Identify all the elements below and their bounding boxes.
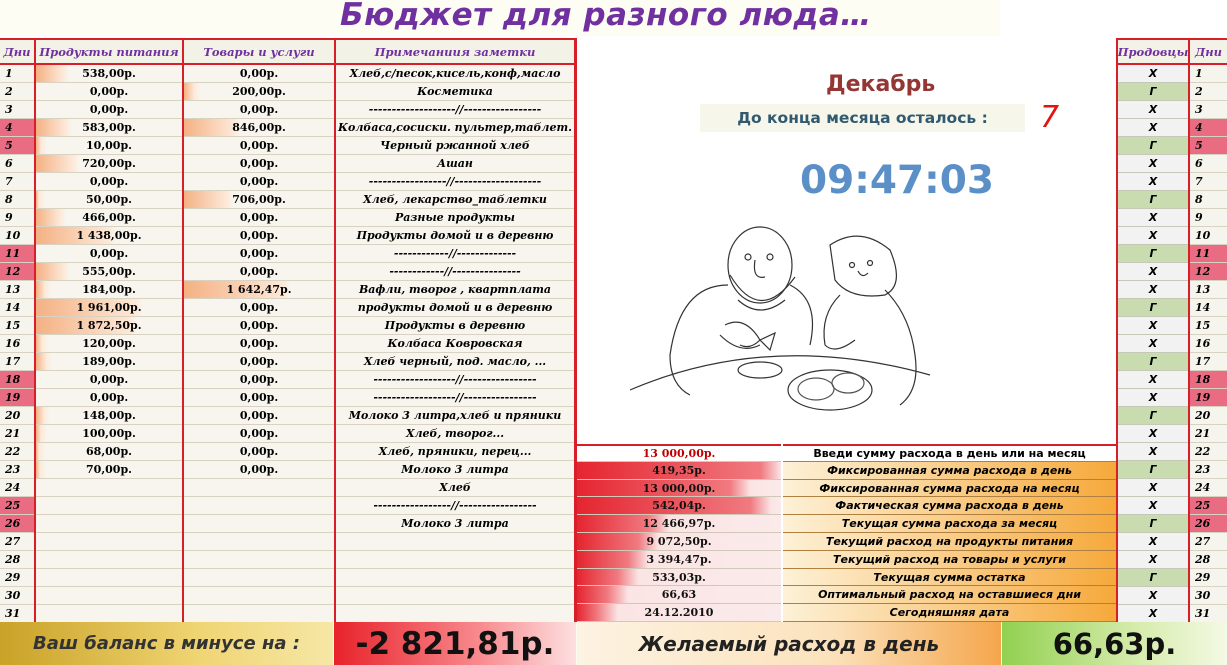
day-number-right: 1 (1190, 65, 1227, 83)
note-cell[interactable]: -------------------//----------------- (336, 101, 574, 119)
note-cell[interactable]: Продукты домой и в деревню (336, 227, 574, 245)
goods-cell[interactable] (184, 551, 334, 569)
note-cell[interactable] (336, 551, 574, 569)
goods-cell[interactable]: 200,00р. (184, 83, 334, 101)
food-cell[interactable]: 0,00р. (36, 83, 182, 101)
food-cell[interactable]: 0,00р. (36, 245, 182, 263)
food-cell[interactable]: 0,00р. (36, 389, 182, 407)
day-number: 12 (0, 263, 34, 281)
day-number-right: 3 (1190, 101, 1227, 119)
shop-cell[interactable]: Х (1118, 335, 1188, 353)
summary-value: 13 000,00р. (577, 480, 781, 497)
summary-label: Фиксированная сумма расхода на месяц (783, 480, 1116, 497)
shop-cell[interactable]: Х (1118, 605, 1188, 623)
summary-value: 24.12.2010 (577, 604, 781, 622)
header-days: Дни (0, 38, 34, 65)
day-number: 23 (0, 461, 34, 479)
day-number-right: 5 (1190, 137, 1227, 155)
day-number-right: 19 (1190, 389, 1227, 407)
shop-cell[interactable]: Х (1118, 425, 1188, 443)
goods-cell[interactable]: 0,00р. (184, 371, 334, 389)
summary-label: Текущий расход на продукты питания (783, 533, 1116, 551)
day-number: 26 (0, 515, 34, 533)
food-cell[interactable]: 466,00р. (36, 209, 182, 227)
day-number-right: 21 (1190, 425, 1227, 443)
note-cell[interactable]: Продукты в деревню (336, 317, 574, 335)
note-cell[interactable]: Хлеб (336, 479, 574, 497)
day-number-right: 9 (1190, 209, 1227, 227)
goods-cell[interactable]: 0,00р. (184, 299, 334, 317)
summary-value[interactable]: 13 000,00р. (577, 444, 781, 462)
goods-cell[interactable]: 0,00р. (184, 317, 334, 335)
goods-cell[interactable]: 1 642,47р. (184, 281, 334, 299)
shop-cell[interactable]: Г (1118, 353, 1188, 371)
day-number: 11 (0, 245, 34, 263)
food-cell[interactable]: 538,00р. (36, 65, 182, 83)
shop-cell[interactable]: Г (1118, 137, 1188, 155)
food-cell[interactable] (36, 551, 182, 569)
day-number-right: 20 (1190, 407, 1227, 425)
clock: 09:47:03 (800, 158, 995, 203)
goods-cell[interactable]: 0,00р. (184, 227, 334, 245)
day-number-right: 25 (1190, 497, 1227, 515)
food-cell[interactable]: 0,00р. (36, 173, 182, 191)
day-number-right: 31 (1190, 605, 1227, 623)
shop-cell[interactable]: Х (1118, 497, 1188, 515)
day-number-right: 24 (1190, 479, 1227, 497)
goods-cell[interactable]: 0,00р. (184, 137, 334, 155)
day-number: 7 (0, 173, 34, 191)
shop-cell[interactable]: Х (1118, 173, 1188, 191)
food-cell[interactable]: 184,00р. (36, 281, 182, 299)
shop-cell[interactable]: Г (1118, 407, 1188, 425)
balance-label: Ваш баланс в минусе на : (0, 622, 333, 665)
header-shops: Продовцы (1118, 38, 1188, 65)
day-number: 1 (0, 65, 34, 83)
shop-cell[interactable]: Х (1118, 209, 1188, 227)
header-food: Продукты питания (36, 38, 182, 65)
day-number: 13 (0, 281, 34, 299)
day-number-right: 30 (1190, 587, 1227, 605)
note-cell[interactable] (336, 587, 574, 605)
goods-cell[interactable] (184, 587, 334, 605)
goods-cell[interactable]: 0,00р. (184, 101, 334, 119)
note-cell[interactable]: Хлеб, творог... (336, 425, 574, 443)
day-number-right: 27 (1190, 533, 1227, 551)
day-number: 14 (0, 299, 34, 317)
day-number: 28 (0, 551, 34, 569)
goods-cell[interactable]: 0,00р. (184, 461, 334, 479)
note-cell[interactable]: Косметика (336, 83, 574, 101)
food-cell[interactable] (36, 605, 182, 623)
goods-cell[interactable] (184, 569, 334, 587)
food-cell[interactable]: 148,00р. (36, 407, 182, 425)
day-number-right: 17 (1190, 353, 1227, 371)
day-number: 9 (0, 209, 34, 227)
day-number-right: 12 (1190, 263, 1227, 281)
day-number-right: 8 (1190, 191, 1227, 209)
old-couple-illustration (620, 205, 940, 420)
food-cell[interactable]: 555,00р. (36, 263, 182, 281)
summary-label: Текущая сумма остатка (783, 569, 1116, 586)
day-number: 21 (0, 425, 34, 443)
day-number: 16 (0, 335, 34, 353)
days-remaining-value: 7 (1040, 100, 1060, 135)
food-cell[interactable] (36, 533, 182, 551)
goods-cell[interactable] (184, 605, 334, 623)
summary-value: 9 072,50р. (577, 533, 781, 551)
shop-cell[interactable]: Х (1118, 371, 1188, 389)
shop-cell[interactable]: Х (1118, 227, 1188, 245)
header-notes: Примечаниия заметки (336, 38, 574, 65)
note-cell[interactable]: Хлеб,с/песок,кисель,конф,масло (336, 65, 574, 83)
note-cell[interactable]: ------------//------------- (336, 245, 574, 263)
goods-cell[interactable]: 0,00р. (184, 65, 334, 83)
shop-cell[interactable]: Х (1118, 155, 1188, 173)
day-number-right: 11 (1190, 245, 1227, 263)
shop-cell[interactable]: Х (1118, 551, 1188, 569)
food-cell[interactable]: 70,00р. (36, 461, 182, 479)
day-number: 24 (0, 479, 34, 497)
day-number: 4 (0, 119, 34, 137)
goods-cell[interactable]: 0,00р. (184, 263, 334, 281)
shop-cell[interactable]: Г (1118, 245, 1188, 263)
goods-cell[interactable]: 0,00р. (184, 245, 334, 263)
note-cell[interactable]: ------------------//---------------- (336, 389, 574, 407)
day-number: 29 (0, 569, 34, 587)
summary-label: Текущий расход на товары и услуги (783, 551, 1116, 569)
note-cell[interactable]: Вафли, творог , квартплата (336, 281, 574, 299)
day-number: 2 (0, 83, 34, 101)
note-cell[interactable] (336, 569, 574, 587)
summary-value: 542,04р. (577, 497, 781, 515)
food-cell[interactable]: 50,00р. (36, 191, 182, 209)
shop-cell[interactable]: Г (1118, 569, 1188, 587)
day-number-right: 2 (1190, 83, 1227, 101)
day-number-right: 14 (1190, 299, 1227, 317)
goods-cell[interactable] (184, 497, 334, 515)
day-number: 15 (0, 317, 34, 335)
day-number: 8 (0, 191, 34, 209)
summary-label: Введи сумму расхода в день или на месяц (783, 444, 1116, 462)
day-number-right: 29 (1190, 569, 1227, 587)
note-cell[interactable]: Черный ржанной хлеб (336, 137, 574, 155)
shop-cell[interactable]: Х (1118, 587, 1188, 605)
summary-table (577, 444, 1116, 622)
header-goods: Товары и услуги (184, 38, 334, 65)
day-number: 31 (0, 605, 34, 623)
day-number: 27 (0, 533, 34, 551)
food-cell[interactable]: 10,00р. (36, 137, 182, 155)
summary-label: Фактическая сумма расхода в день (783, 497, 1116, 515)
day-number-right: 4 (1190, 119, 1227, 137)
note-cell[interactable]: Колбаса,сосиски. пультер,таблет. (336, 119, 574, 137)
note-cell[interactable]: -----------------//------------------- (336, 173, 574, 191)
food-cell[interactable]: 120,00р. (36, 335, 182, 353)
shop-cell[interactable]: Г (1118, 461, 1188, 479)
day-number-right: 13 (1190, 281, 1227, 299)
note-cell[interactable]: продукты домой и в деревню (336, 299, 574, 317)
day-number: 6 (0, 155, 34, 173)
shop-cell[interactable]: Х (1118, 533, 1188, 551)
desired-value: 66,63р. (1002, 622, 1227, 665)
note-cell[interactable]: Хлеб, лекарство_таблетки (336, 191, 574, 209)
goods-cell[interactable]: 0,00р. (184, 353, 334, 371)
header-days-right: Дни (1190, 38, 1227, 65)
note-cell[interactable]: Хлеб черный, под. масло, ... (336, 353, 574, 371)
food-cell[interactable]: 189,00р. (36, 353, 182, 371)
bottom-bar (0, 622, 1227, 665)
food-cell[interactable]: 68,00р. (36, 443, 182, 461)
food-cell[interactable] (36, 587, 182, 605)
day-number-right: 16 (1190, 335, 1227, 353)
goods-cell[interactable] (184, 533, 334, 551)
summary-value: 3 394,47р. (577, 551, 781, 569)
note-cell[interactable]: Молоко 3 литра (336, 461, 574, 479)
goods-cell[interactable]: 706,00р. (184, 191, 334, 209)
day-number-right: 26 (1190, 515, 1227, 533)
shop-cell[interactable]: Г (1118, 83, 1188, 101)
note-cell[interactable]: Хлеб, пряники, перец... (336, 443, 574, 461)
goods-cell[interactable]: 0,00р. (184, 407, 334, 425)
days-remaining-label: До конца месяца осталось : (700, 104, 1025, 132)
day-number-right: 22 (1190, 443, 1227, 461)
food-cell[interactable] (36, 479, 182, 497)
summary-label: Оптимальный расход на оставшиеся дни (783, 586, 1116, 604)
shop-cell[interactable]: Х (1118, 317, 1188, 335)
food-cell[interactable] (36, 515, 182, 533)
shop-cell[interactable]: Х (1118, 119, 1188, 137)
note-cell[interactable] (336, 605, 574, 623)
shop-cell[interactable]: Х (1118, 479, 1188, 497)
shop-cell[interactable]: Х (1118, 281, 1188, 299)
shop-cell[interactable]: Х (1118, 443, 1188, 461)
food-cell[interactable] (36, 569, 182, 587)
food-cell[interactable]: 0,00р. (36, 371, 182, 389)
day-number: 19 (0, 389, 34, 407)
food-cell[interactable]: 0,00р. (36, 101, 182, 119)
goods-cell[interactable] (184, 479, 334, 497)
summary-value: 12 466,97р. (577, 515, 781, 533)
note-cell[interactable]: Разные продукты (336, 209, 574, 227)
goods-cell[interactable]: 0,00р. (184, 335, 334, 353)
day-number: 5 (0, 137, 34, 155)
note-cell[interactable]: Колбаса Ковровская (336, 335, 574, 353)
title-text: Бюджет для разного люда… (340, 0, 872, 33)
shop-cell[interactable]: Х (1118, 101, 1188, 119)
note-cell[interactable]: ------------------//---------------- (336, 371, 574, 389)
shop-cell[interactable]: Х (1118, 389, 1188, 407)
day-number: 3 (0, 101, 34, 119)
note-cell[interactable]: -----------------//----------------- (336, 497, 574, 515)
goods-cell[interactable]: 0,00р. (184, 155, 334, 173)
day-number-right: 10 (1190, 227, 1227, 245)
day-number-right: 6 (1190, 155, 1227, 173)
summary-label: Текущая сумма расхода за месяц (783, 515, 1116, 533)
note-cell[interactable]: Молоко 3 литра,хлеб и пряники (336, 407, 574, 425)
food-cell[interactable]: 720,00р. (36, 155, 182, 173)
summary-value: 419,35р. (577, 462, 781, 480)
day-number: 22 (0, 443, 34, 461)
goods-cell[interactable]: 0,00р. (184, 173, 334, 191)
day-number-right: 28 (1190, 551, 1227, 569)
food-cell[interactable]: 1 438,00р. (36, 227, 182, 245)
food-cell[interactable]: 1 961,00р. (36, 299, 182, 317)
shop-cell[interactable]: Г (1118, 299, 1188, 317)
summary-label: Фиксированная сумма расхода в день (783, 462, 1116, 480)
goods-cell[interactable] (184, 515, 334, 533)
day-number: 18 (0, 371, 34, 389)
shop-cell[interactable]: Х (1118, 263, 1188, 281)
summary-value: 533,03р. (577, 569, 781, 586)
shop-cell[interactable]: Г (1118, 515, 1188, 533)
goods-cell[interactable]: 0,00р. (184, 389, 334, 407)
day-number-right: 15 (1190, 317, 1227, 335)
note-cell[interactable]: Молоко 3 литра (336, 515, 574, 533)
day-number: 17 (0, 353, 34, 371)
page-title (0, 0, 1000, 36)
day-number: 25 (0, 497, 34, 515)
day-number-right: 23 (1190, 461, 1227, 479)
month-label: Декабрь (826, 72, 936, 97)
summary-value: 66,63 (577, 586, 781, 604)
day-number: 30 (0, 587, 34, 605)
food-cell[interactable] (36, 497, 182, 515)
desired-label: Желаемый расход в день (577, 622, 1001, 665)
shop-cell[interactable]: Г (1118, 191, 1188, 209)
note-cell[interactable]: ------------//--------------- (336, 263, 574, 281)
day-number: 20 (0, 407, 34, 425)
food-cell[interactable]: 100,00р. (36, 425, 182, 443)
summary-label: Сегодняшняя дата (783, 604, 1116, 622)
shop-cell[interactable]: Х (1118, 65, 1188, 83)
note-cell[interactable] (336, 533, 574, 551)
goods-cell[interactable]: 846,00р. (184, 119, 334, 137)
food-cell[interactable]: 583,00р. (36, 119, 182, 137)
day-number: 10 (0, 227, 34, 245)
food-cell[interactable]: 1 872,50р. (36, 317, 182, 335)
balance-value: -2 821,81р. (334, 622, 576, 665)
goods-cell[interactable]: 0,00р. (184, 209, 334, 227)
goods-cell[interactable]: 0,00р. (184, 443, 334, 461)
day-number-right: 18 (1190, 371, 1227, 389)
goods-cell[interactable]: 0,00р. (184, 425, 334, 443)
note-cell[interactable]: Ашан (336, 155, 574, 173)
day-number-right: 7 (1190, 173, 1227, 191)
